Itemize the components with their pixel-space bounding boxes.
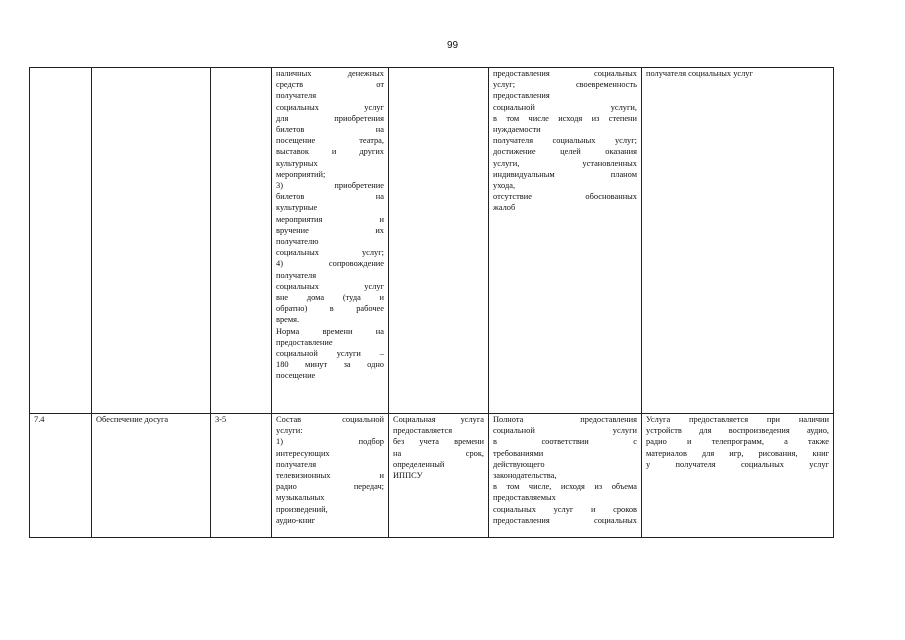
row2-composition-cell — [272, 414, 389, 538]
text-line: социальной услуги — [493, 426, 637, 436]
text-line: посещение театра, — [276, 136, 384, 146]
text-line: на срок, — [393, 448, 484, 458]
text-line: у получателя социальных услуг — [646, 459, 829, 469]
row2-terms-text — [393, 414, 484, 481]
text-line: получателя — [276, 459, 317, 469]
text-line: социальных услуг; — [276, 248, 384, 258]
text-line: получателя социальных услуг — [646, 69, 753, 78]
text-line: вне дома (туда и — [276, 293, 384, 303]
row2-conditions-text — [646, 414, 829, 470]
text-line: обратно) в рабочее — [276, 304, 384, 314]
text-line: аудио-книг — [276, 515, 316, 525]
text-line: радио и телепрограмм, а также — [646, 437, 829, 447]
row1-terms-cell — [389, 68, 489, 414]
text-line: предоставления — [493, 91, 550, 101]
table-row — [30, 414, 834, 538]
text-line: культурных — [276, 158, 318, 168]
text-line: отсутствие обоснованных — [493, 192, 637, 202]
text-line: действующего — [493, 459, 545, 469]
row1-code-cell — [211, 68, 272, 414]
row2-name-cell — [92, 414, 211, 538]
row2-composition-text — [276, 414, 384, 534]
text-line: требованиями — [493, 448, 544, 458]
text-line: время. — [276, 315, 300, 325]
text-line: билетов на — [276, 192, 384, 202]
row1-quality-text — [493, 68, 637, 214]
text-line: предоставления социальных — [493, 515, 637, 525]
text-line: получателю — [276, 237, 319, 247]
text-line: в соответствии с — [493, 437, 637, 447]
text-line: 180 минут за одно — [276, 360, 384, 370]
text-line: социальной услуги – — [276, 349, 384, 359]
text-line: мероприятия и — [276, 214, 384, 224]
text-line: получателя — [276, 91, 317, 101]
row1-number-cell — [30, 68, 92, 414]
text-line: ухода, — [493, 181, 516, 191]
text-line: Состав социальной — [276, 415, 384, 424]
text-line: социальных услуг и сроков — [493, 504, 637, 514]
text-line: социальных услуг — [276, 281, 384, 291]
text-line: без учета времени — [393, 437, 484, 447]
text-line: нуждаемости — [493, 125, 541, 135]
table-row — [30, 68, 834, 414]
text-line: получателя социальных услуг; — [493, 136, 637, 146]
text-line: интересующих — [276, 448, 330, 458]
row2-number-cell — [30, 414, 92, 538]
row2-code-cell — [211, 414, 272, 538]
row2-terms-cell — [389, 414, 489, 538]
page-number: 99 — [446, 40, 459, 51]
row2-quality-cell — [489, 414, 642, 538]
text-line: Социальная услуга — [393, 415, 484, 424]
text-line: средств от — [276, 80, 384, 90]
row1-conditions-cell — [642, 68, 834, 414]
text-line: 1) подбор — [276, 437, 384, 447]
text-line: социальных услуг — [276, 102, 384, 112]
service-number: 7.4 — [34, 415, 45, 424]
text-line: билетов на — [276, 125, 384, 135]
text-line: Услуга предоставляется при наличии — [646, 415, 829, 424]
text-line: культурные — [276, 203, 318, 213]
row1-quality-cell — [489, 68, 642, 414]
text-line: Норма времени на — [276, 326, 384, 336]
row1-composition-cell — [272, 68, 389, 414]
text-line: жалоб — [493, 203, 516, 213]
text-line: для приобретения — [276, 113, 384, 123]
text-line: в том числе, исходя из объема — [493, 482, 637, 492]
text-line: предоставляется — [393, 426, 453, 436]
text-line: радио передач; — [276, 482, 384, 492]
text-line: посещение — [276, 371, 316, 381]
text-line: достижение целей оказания — [493, 147, 637, 157]
text-line: вручение их — [276, 225, 384, 235]
text-line: услуг; своевременность — [493, 80, 637, 90]
text-line: мероприятий; — [276, 169, 326, 179]
text-line: определенный — [393, 459, 445, 469]
text-line: предоставление — [276, 337, 333, 347]
service-name: Обеспечение досуга — [96, 415, 169, 424]
text-line: предоставления социальных — [493, 69, 637, 78]
text-line: 4) сопровождение — [276, 259, 384, 269]
text-line: получателя — [276, 270, 317, 280]
text-line: законодательства, — [493, 471, 557, 481]
text-line: телевизионных и — [276, 471, 384, 481]
services-table — [29, 67, 834, 538]
row2-quality-text — [493, 414, 637, 534]
text-line: социальной услуги, — [493, 102, 637, 112]
text-line: услуги: — [276, 426, 303, 436]
service-code: 3-5 — [215, 415, 227, 424]
text-line: предоставляемых — [493, 493, 556, 503]
text-line: материалов для игр, рисования, книг — [646, 448, 829, 458]
text-line: индивидуальным планом — [493, 169, 637, 179]
text-line: 3) приобретение — [276, 181, 384, 191]
row1-conditions-text — [646, 68, 829, 79]
text-line: произведений, — [276, 504, 328, 514]
text-line: выставок и других — [276, 147, 384, 157]
text-line: услуги, установленных — [493, 158, 637, 168]
row1-composition-text — [276, 68, 384, 409]
row1-name-cell — [92, 68, 211, 414]
text-line: устройств для воспроизведения аудио, — [646, 426, 829, 436]
text-line: в том числе исходя из степени — [493, 113, 637, 123]
text-line: Полнота предоставления — [493, 415, 637, 424]
text-line: наличных денежных — [276, 69, 384, 78]
text-line: ИППСУ — [393, 471, 423, 481]
row2-conditions-cell — [642, 414, 834, 538]
text-line: музыкальных — [276, 493, 325, 503]
